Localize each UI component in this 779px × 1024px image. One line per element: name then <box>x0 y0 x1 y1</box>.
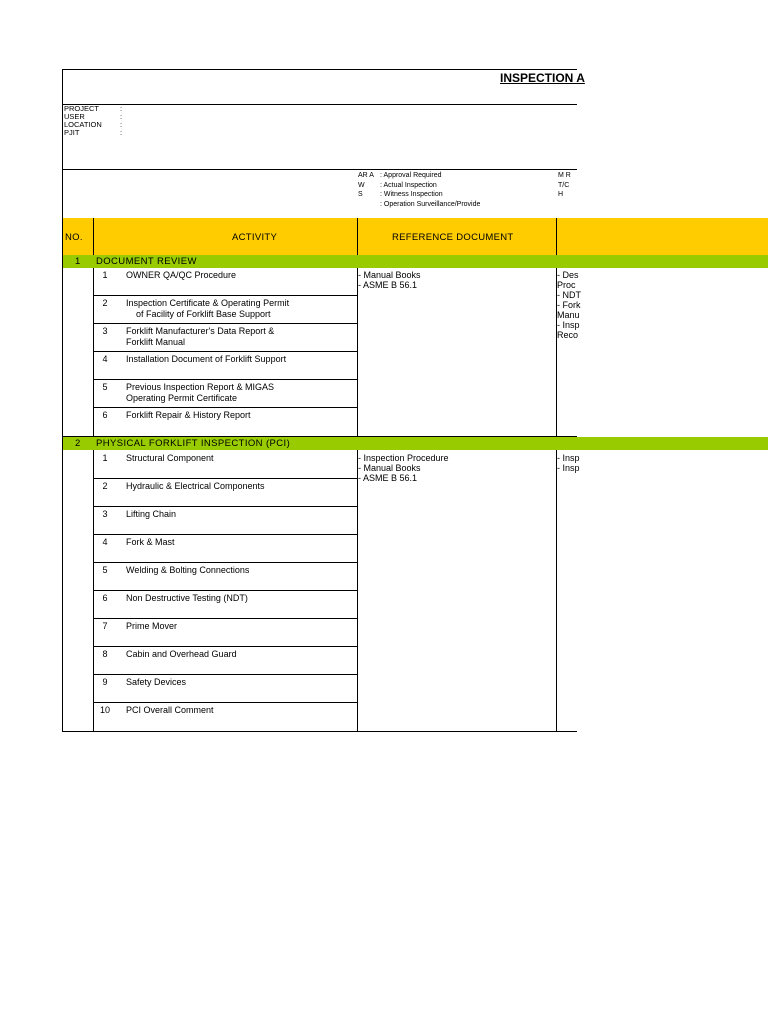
reference-documents <box>358 453 449 483</box>
item-activity: Forklift Repair & History Report <box>126 410 251 420</box>
clipped-item: - Des <box>557 270 579 280</box>
col-activity-header: ACTIVITY <box>232 232 278 243</box>
item-number: 4 <box>102 537 108 547</box>
clipped-column-text <box>557 270 581 340</box>
page-title: INSPECTION A <box>500 71 585 85</box>
item-activity: Fork & Mast <box>126 537 175 547</box>
clipped-item: - Fork <box>557 300 581 310</box>
reference-item: - ASME B 56.1 <box>358 473 418 483</box>
item-activity: Safety Devices <box>126 677 187 687</box>
project-info <box>64 105 122 137</box>
item-number: 3 <box>102 509 108 519</box>
item-number: 8 <box>102 649 108 659</box>
section-band-physical-inspection: 2 PHYSICAL FORKLIFT INSPECTION (PCI) <box>63 437 768 450</box>
row-divider <box>94 295 357 296</box>
clipped-item: - Insp <box>557 463 580 473</box>
item-number: 7 <box>102 621 108 631</box>
row-divider <box>94 646 357 647</box>
top-border <box>62 69 577 70</box>
user-row: USER : <box>64 112 123 121</box>
item-activity: Non Destructive Testing (NDT) <box>126 593 248 603</box>
row-divider <box>94 407 357 408</box>
clipped-item: Manu <box>557 310 580 320</box>
clipped-item: - Insp <box>557 453 580 463</box>
item-number: 6 <box>102 593 108 603</box>
clipped-item: Reco <box>557 330 579 340</box>
row-divider <box>94 618 357 619</box>
item-number: 9 <box>102 677 108 687</box>
reference-item: - ASME B 56.1 <box>358 280 418 290</box>
item-number: 4 <box>102 354 108 364</box>
item-number: 6 <box>102 410 108 420</box>
reference-documents <box>358 270 421 290</box>
section-band-document-review: 1 DOCUMENT REVIEW <box>63 255 768 268</box>
item-number: 10 <box>99 705 110 715</box>
project-divider <box>62 169 577 170</box>
row-divider <box>94 702 357 703</box>
item-activity: Lifting Chain <box>126 509 177 519</box>
row-divider <box>94 506 357 507</box>
row-divider <box>94 478 357 479</box>
row-divider <box>94 351 357 352</box>
item-number: 2 <box>102 298 108 308</box>
location-row: LOCATION : <box>64 120 123 129</box>
item-activity: Forklift Manufacturer's Data Report & Forklift Manual <box>126 326 275 347</box>
legend-left: AR A : Approval Required W : Actual Inspection S : Witness Inspection : Operation Surveillance/Provide <box>358 172 481 208</box>
item-number: 5 <box>102 565 108 575</box>
reference-item: - Manual Books <box>358 463 421 473</box>
item-number: 1 <box>102 453 108 463</box>
item-activity: Prime Mover <box>126 621 178 631</box>
col-reference-header: REFERENCE DOCUMENT <box>392 232 514 243</box>
bottom-border <box>62 731 577 732</box>
row-divider <box>94 562 357 563</box>
section-divider <box>62 436 577 437</box>
pjit-row: PJIT : <box>64 128 123 137</box>
clipped-column-text <box>557 453 580 473</box>
reference-item: - Inspection Procedure <box>358 453 449 463</box>
item-number: 1 <box>102 270 108 280</box>
item-number: 5 <box>102 382 108 392</box>
col-no-header: NO. <box>65 232 83 243</box>
item-activity: Previous Inspection Report & MIGAS Operating Permit Certificate <box>126 382 275 403</box>
item-activity: Structural Component <box>126 453 214 463</box>
clipped-item: Proc <box>557 280 576 290</box>
project-row: PROJECT : <box>64 104 123 113</box>
clipped-item: - NDT <box>557 290 581 300</box>
title-divider <box>62 104 577 105</box>
item-activity: Hydraulic & Electrical Components <box>126 481 265 491</box>
item-activity: Welding & Bolting Connections <box>126 565 250 575</box>
row-divider <box>94 674 357 675</box>
clipped-item: - Insp <box>557 320 580 330</box>
row-divider <box>94 590 357 591</box>
item-number: 3 <box>102 326 108 336</box>
item-activity: OWNER QA/QC Procedure <box>126 270 237 280</box>
item-activity: PCI Overall Comment <box>126 705 214 715</box>
item-number: 2 <box>102 481 108 491</box>
row-divider <box>94 323 357 324</box>
legend-right: M R T/C H <box>558 172 571 198</box>
item-activity: Installation Document of Forklift Support <box>126 354 287 364</box>
item-activity: Cabin and Overhead Guard <box>126 649 237 659</box>
reference-item: - Manual Books <box>358 270 421 280</box>
row-divider <box>94 379 357 380</box>
item-activity: Inspection Certificate & Operating Permit of Facility of Forklift Base Support <box>126 298 290 319</box>
row-divider <box>94 534 357 535</box>
